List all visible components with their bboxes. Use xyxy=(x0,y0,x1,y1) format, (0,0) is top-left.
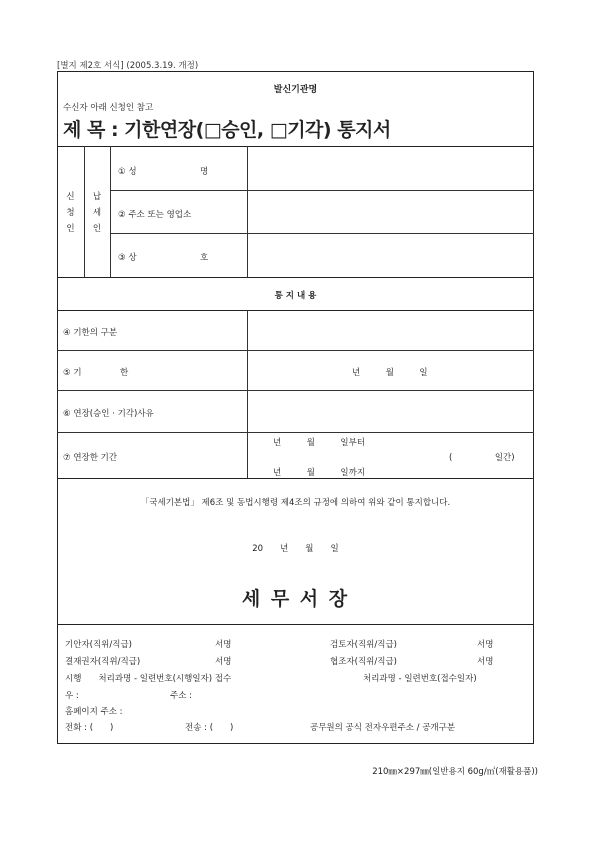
divider xyxy=(57,432,534,433)
trade-name-field[interactable] xyxy=(250,237,530,275)
applicant-group-label: 신 청 인 xyxy=(66,192,75,234)
address-label: ② 주소 또는 영업소 xyxy=(118,210,192,220)
taxpayer-group-label: 납 세 인 xyxy=(92,192,102,234)
extension-from[interactable]: 년 월 일부터 xyxy=(273,438,366,448)
deadline-type-field[interactable] xyxy=(250,313,530,348)
drafter-sign: 서명 xyxy=(215,640,232,650)
receipt-line: 처리과명 - 일련번호(접수일자) xyxy=(363,674,477,684)
extension-label: ⑦ 연장한 기간 xyxy=(63,453,118,463)
divider xyxy=(57,478,534,479)
enforce-line: 시행 처리과명 - 일련번호(시행일자) 접수 xyxy=(65,674,232,684)
name-label-end: 명 xyxy=(200,167,209,177)
issuer: 발신기관명 xyxy=(273,85,318,95)
legal-text: 「국세기본법」 제6조 및 동법시행령 제4조의 규정에 의하여 위와 같이 통지합니다. xyxy=(140,498,451,508)
divider xyxy=(247,310,248,478)
trade-name-label: ③ 상 xyxy=(118,253,137,263)
divider xyxy=(57,350,534,351)
drafter-label: 기안자(직위/직급) xyxy=(65,640,132,650)
approver-sign: 서명 xyxy=(215,657,232,667)
reason-label: ⑥ 연장(승인 · 기각)사유 xyxy=(63,409,154,419)
cooperator-sign: 서명 xyxy=(477,657,494,667)
signer: 세 무 서 장 xyxy=(241,588,350,610)
deadline-label-end: 한 xyxy=(120,368,129,378)
document-title: 제 목 : 기한연장(□승인, □기각) 통지서 xyxy=(63,119,391,141)
divider xyxy=(57,146,534,147)
approver-label: 결재권자(직위/직급) xyxy=(65,657,141,667)
name-field[interactable] xyxy=(250,150,530,188)
extension-to[interactable]: 년 월 일까지 xyxy=(273,468,366,478)
extension-days[interactable]: ( 일간) xyxy=(449,453,515,463)
divider xyxy=(110,233,534,234)
paper-spec: 210㎜×297㎜(일반용지 60g/㎡(재활용품)) xyxy=(372,767,538,777)
name-label: ① 성 xyxy=(118,167,137,177)
trade-name-label-end: 호 xyxy=(200,253,209,263)
deadline-type-label: ④ 기한의 구분 xyxy=(63,328,118,338)
form-label: [별지 제2호 서식] (2005.3.19. 개정) xyxy=(57,61,199,71)
divider xyxy=(57,390,534,391)
email-line: 공무원의 공식 전자우편주소 / 공개구분 xyxy=(310,723,456,733)
postal-code: 우 : xyxy=(65,691,79,701)
divider xyxy=(57,277,534,278)
reviewer-label: 검토자(직위/직급) xyxy=(330,640,397,650)
divider xyxy=(110,146,111,277)
address-line: 주소 : xyxy=(170,691,192,701)
deadline-label: ⑤ 기 xyxy=(63,368,82,378)
deadline-date[interactable]: 년 월 일 xyxy=(352,368,428,378)
divider xyxy=(57,310,534,311)
reason-field[interactable] xyxy=(250,393,530,429)
reviewer-sign: 서명 xyxy=(477,640,494,650)
notice-header: 통 지 내 용 xyxy=(274,291,317,301)
recipient-ref: 수신자 아래 신청인 참고 xyxy=(63,103,154,113)
divider xyxy=(110,190,534,191)
cooperator-label: 협조자(직위/직급) xyxy=(330,657,397,667)
homepage-line: 홈페이지 주소 : xyxy=(65,707,123,717)
phone-line: 전화 : ( ) xyxy=(65,723,114,733)
date-line: 20 년 월 일 xyxy=(252,544,339,554)
divider xyxy=(247,146,248,277)
fax-line: 전송 : ( ) xyxy=(185,723,234,733)
address-field[interactable] xyxy=(250,193,530,231)
divider xyxy=(57,624,534,625)
